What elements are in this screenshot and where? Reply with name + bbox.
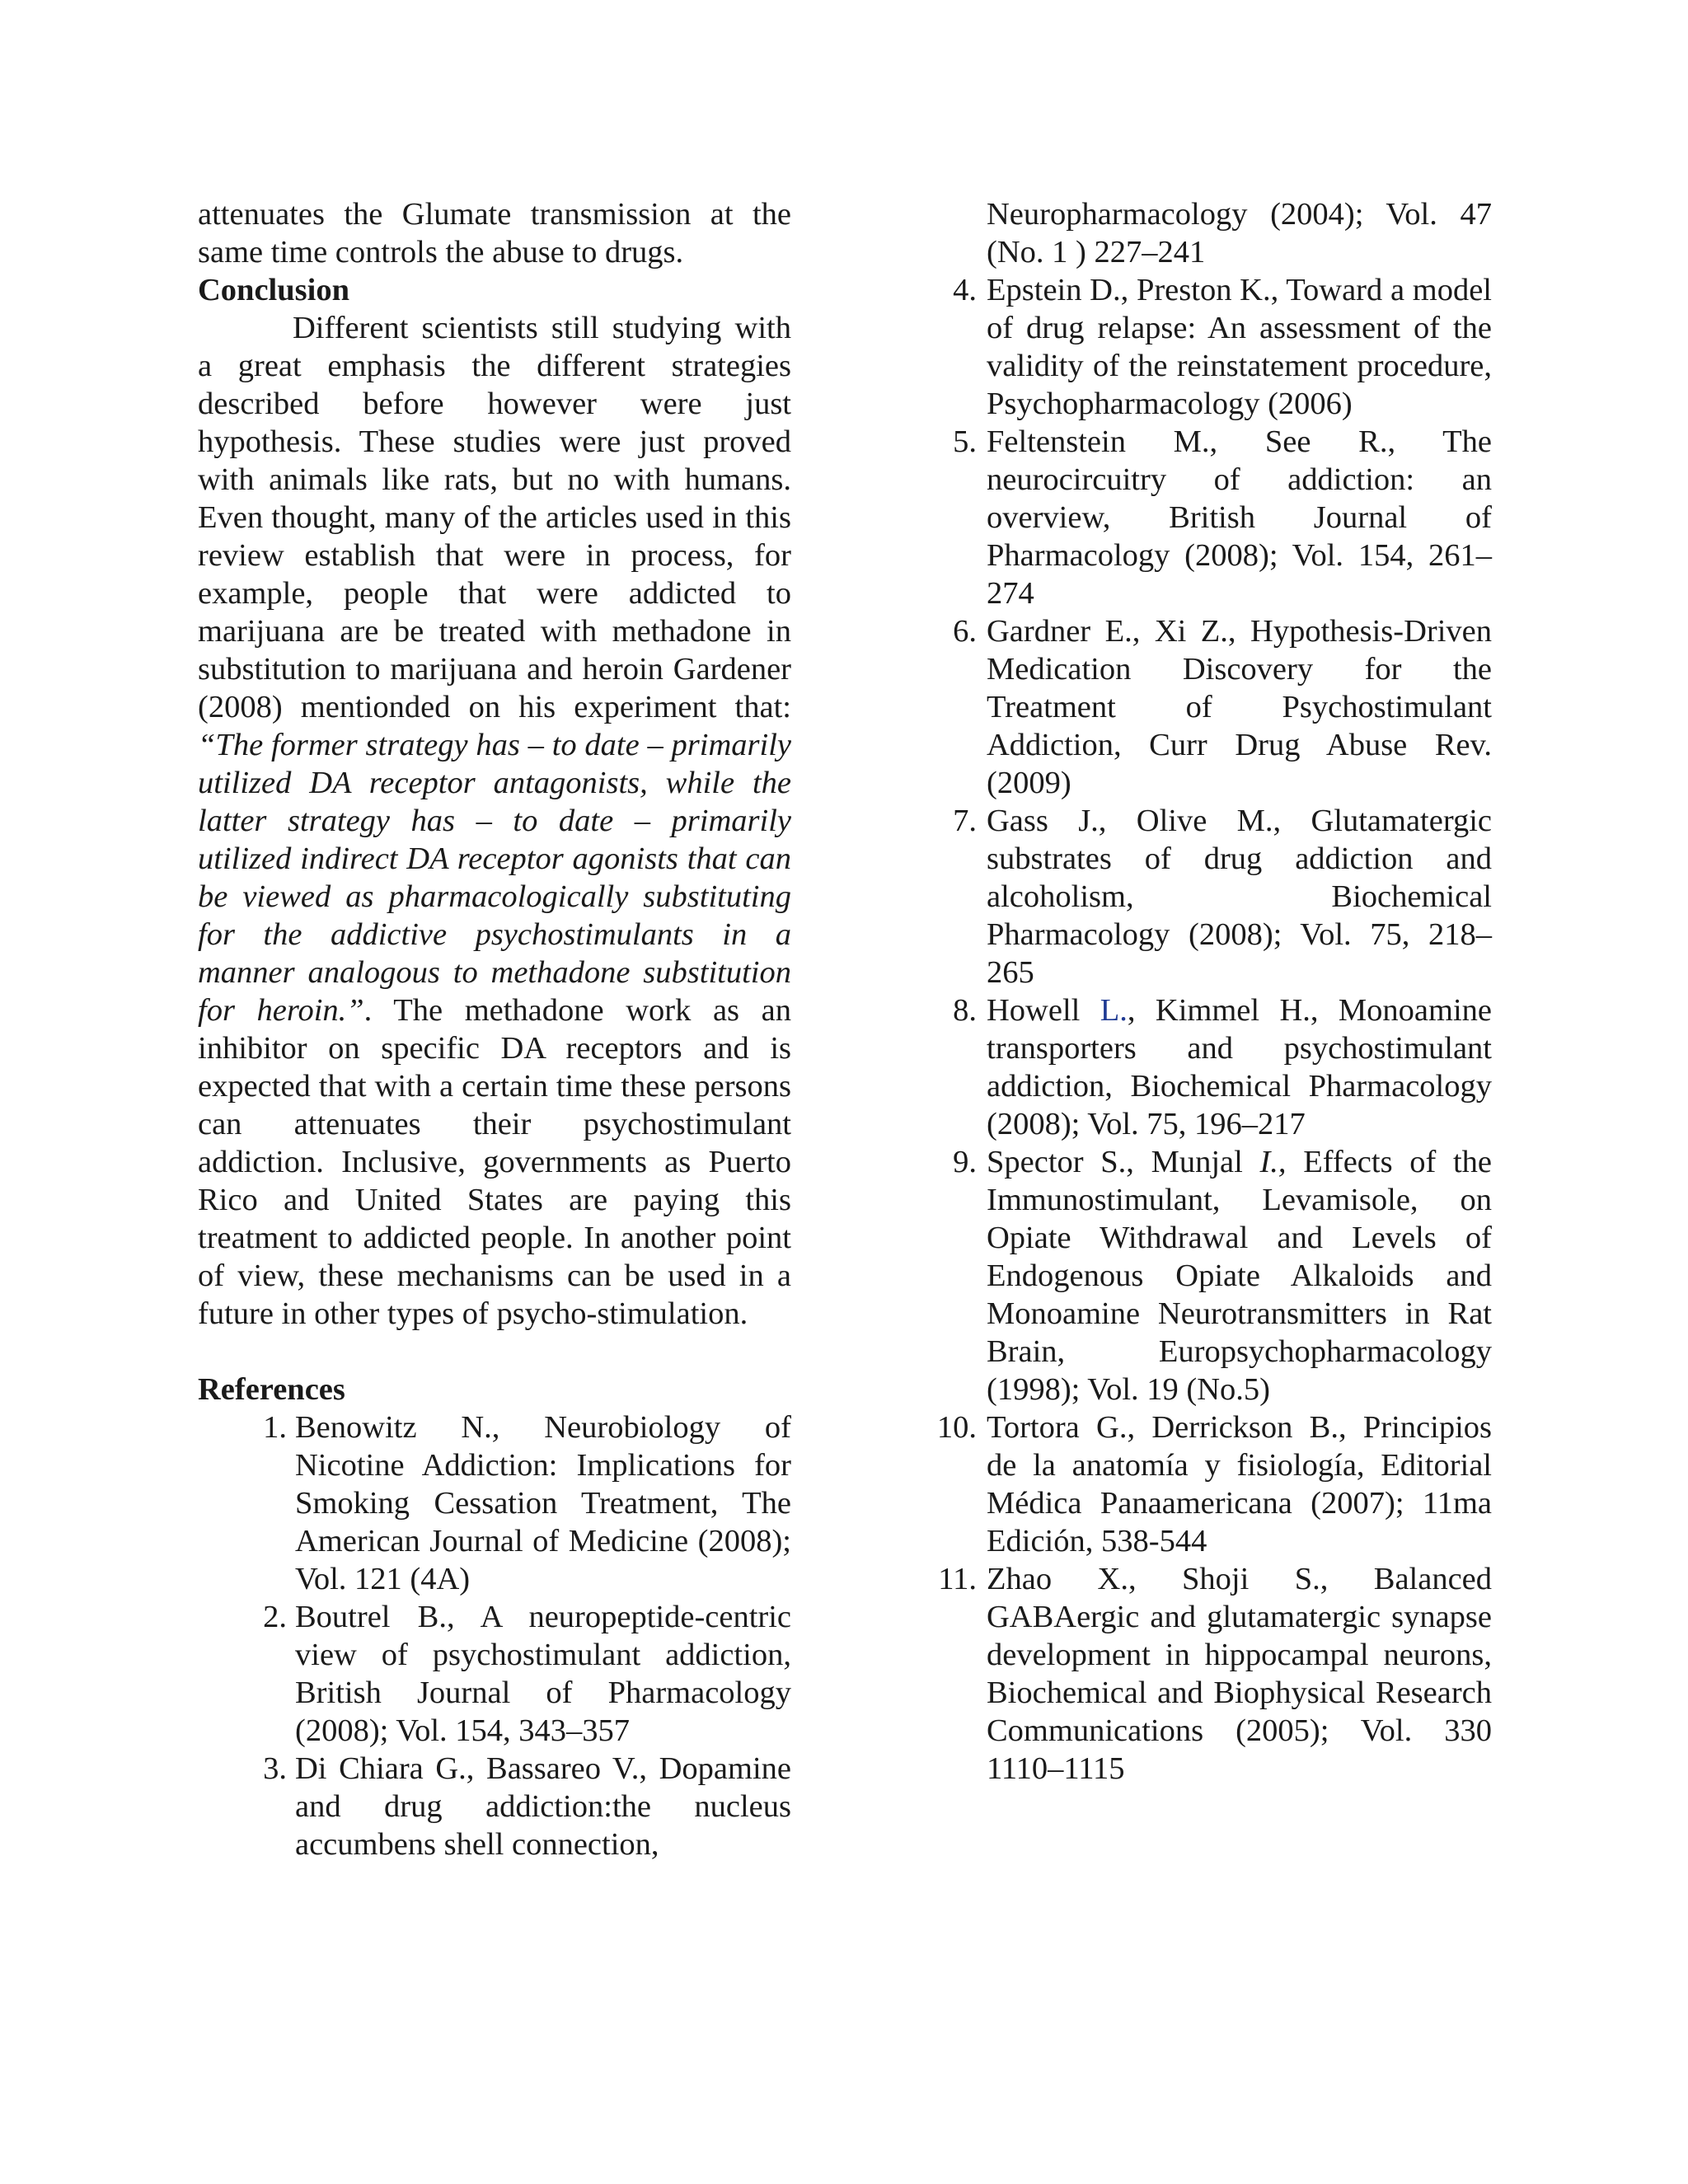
reference-text: Spector S., Munjal I., Effects of the Immunostimulant, Levamisole, on Opiate Withdrawal and Levels of Endogenous Opiate Alkaloids and Monoamine Neurotransmitters in Rat Brain, Europsychopharmacology (1998); Vol. 19 (No.5): [987, 1145, 1492, 1407]
reference-number: 10.: [936, 1410, 977, 1445]
reference-number: 11.: [938, 1562, 977, 1596]
reference-text: Gass J., Olive M., Glutamatergic substrates of drug addiction and alcoholism, Biochemical Pharmacology (2008); Vol. 75, 218–265: [987, 804, 1492, 990]
author-initial: L.: [1100, 993, 1128, 1028]
reference-text: Boutrel B., A neuropeptide-centric view of psychostimulant addiction, British Journal of Pharmacology (2008); Vol. 154, 343–357: [295, 1600, 791, 1748]
reference-text: Tortora G., Derrickson B., Principios de la anatomía y fisiología, Editorial Médica Panaamericana (2007); 11ma Edición, 538-544: [987, 1410, 1492, 1558]
reference-text: Zhao X., Shoji S., Balanced GABAergic and glutamatergic synapse development in hippocampal neurons, Biochemical and Biophysical Research Communications (2005); Vol. 330 1110–1115: [987, 1562, 1492, 1786]
right-column: [931, 195, 1492, 1788]
reference-item-5: [931, 423, 1492, 612]
conclusion-quote: “The former strategy has – to date – primarily utilized DA receptor antagonists, while the latter strategy has – to date – primarily utilized indirect DA receptor agonists that can be viewed as pharmacologically substituting for the addictive psychostimulants in a manner analogous to methadone substitution for heroin.”: [198, 728, 791, 1028]
conclusion-text-before: Different scientists still studying with a great emphasis the different strategies described before however were just hypothesis. These studies were just proved with animals like rats, but no with humans. Even thought, many of the articles used in this review establish that were in process, for example, people that were addicted to marijuana are be treated with methadone in substitution to marijuana and heroin Gardener (2008) mentionded on his experiment that:: [198, 311, 791, 724]
reference-text: Di Chiara G., Bassareo V., Dopamine and drug addiction:the nucleus accumbens shell connection,: [295, 1751, 791, 1862]
reference-item-2: [198, 1598, 791, 1750]
conclusion-heading: Conclusion: [198, 273, 350, 307]
reference-text: Epstein D., Preston K., Toward a model of drug relapse: An assessment of the validity of the reinstatement procedure, Psychopharmacology (2006): [987, 273, 1492, 421]
intro-paragraph: attenuates the Glumate transmission at the same time controls the abuse to drugs.: [198, 197, 791, 269]
reference-item-1: [198, 1408, 791, 1598]
reference-item-9: [931, 1143, 1492, 1408]
reference-text: Feltenstein M., See R., The neurocircuitry of addiction: an overview, British Journal of Pharmacology (2008); Vol. 154, 261–274: [987, 424, 1492, 611]
reference-item-7: [931, 802, 1492, 991]
reference-number: 7.: [953, 804, 977, 838]
reference-item-4: [931, 271, 1492, 423]
reference-number: 9.: [953, 1145, 977, 1179]
left-column: [198, 195, 791, 1863]
conclusion-text-after: . The methadone work as an inhibitor on specific DA receptors and is expected that with a certain time these persons can attenuates their psychostimulant addiction. Inclusive, governments as Puerto Rico and United States are paying this treatment to addicted people. In another point of view, these mechanisms can be used in a future in other types of psycho-stimulation.: [198, 993, 791, 1331]
reference-number: 1.: [263, 1410, 287, 1445]
reference-item-3-continued: Neuropharmacology (2004); Vol. 47 (No. 1 ) 227–241: [987, 197, 1492, 269]
reference-item-3: [198, 1750, 791, 1863]
conclusion-paragraph: [198, 309, 791, 1333]
reference-number: 3.: [263, 1751, 287, 1786]
reference-text: Howell L., Kimmel H., Monoamine transporters and psychostimulant addiction, Biochemical Pharmacology (2008); Vol. 75, 196–217: [987, 993, 1492, 1141]
reference-number: 4.: [953, 273, 977, 307]
reference-text: Benowitz N., Neurobiology of Nicotine Addiction: Implications for Smoking Cessation Treatment, The American Journal of Medicine (2008); Vol. 121 (4A): [295, 1410, 791, 1596]
references-heading: References: [198, 1372, 345, 1407]
reference-item-8: [931, 991, 1492, 1143]
reference-number: 8.: [953, 993, 977, 1028]
reference-item-11: [931, 1560, 1492, 1788]
reference-item-10: [931, 1408, 1492, 1560]
reference-item-6: [931, 612, 1492, 802]
reference-number: 2.: [263, 1600, 287, 1634]
reference-number: 5.: [953, 424, 977, 459]
reference-number: 6.: [953, 614, 977, 649]
reference-text: Gardner E., Xi Z., Hypothesis-Driven Medication Discovery for the Treatment of Psychostimulant Addiction, Curr Drug Abuse Rev. (2009): [987, 614, 1492, 800]
author-initial: I.,: [1259, 1145, 1287, 1179]
